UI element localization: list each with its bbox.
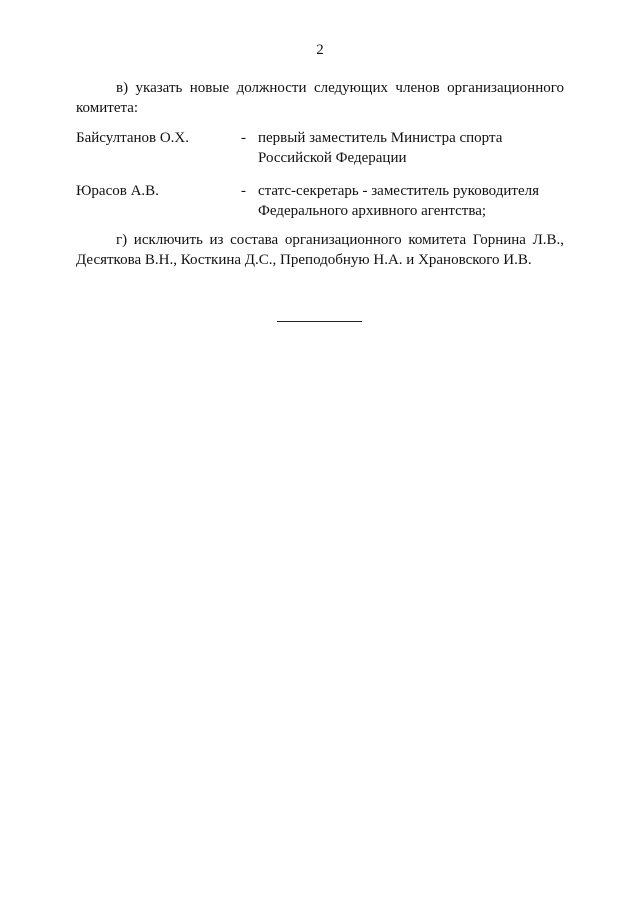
member-position xyxy=(258,181,558,221)
member-name: Юрасов А.В. xyxy=(76,183,159,199)
member-position xyxy=(258,128,558,168)
member-position-line: статс-секретарь - заместитель руководителя xyxy=(258,183,540,199)
member-name: Байсултанов О.Х. xyxy=(76,130,190,146)
page-number: 2 xyxy=(316,42,324,58)
paragraph-v: в) указать новые должности следующих членов организационного комитета: xyxy=(76,80,564,116)
member-position-line: первый заместитель Министра спорта xyxy=(258,130,503,146)
member-position-line: Российской Федерации xyxy=(258,150,407,166)
member-dash: - xyxy=(241,183,246,199)
member-position-line: Федерального архивного агентства; xyxy=(258,203,487,219)
paragraph-g: г) исключить из состава организационного комитета Горнина Л.В., Десяткова В.Н., Косткина Д.С., Преподобную Н.А. и Храновского И.В. xyxy=(76,232,564,268)
member-dash: - xyxy=(241,130,246,146)
end-of-document-rule xyxy=(277,321,362,322)
